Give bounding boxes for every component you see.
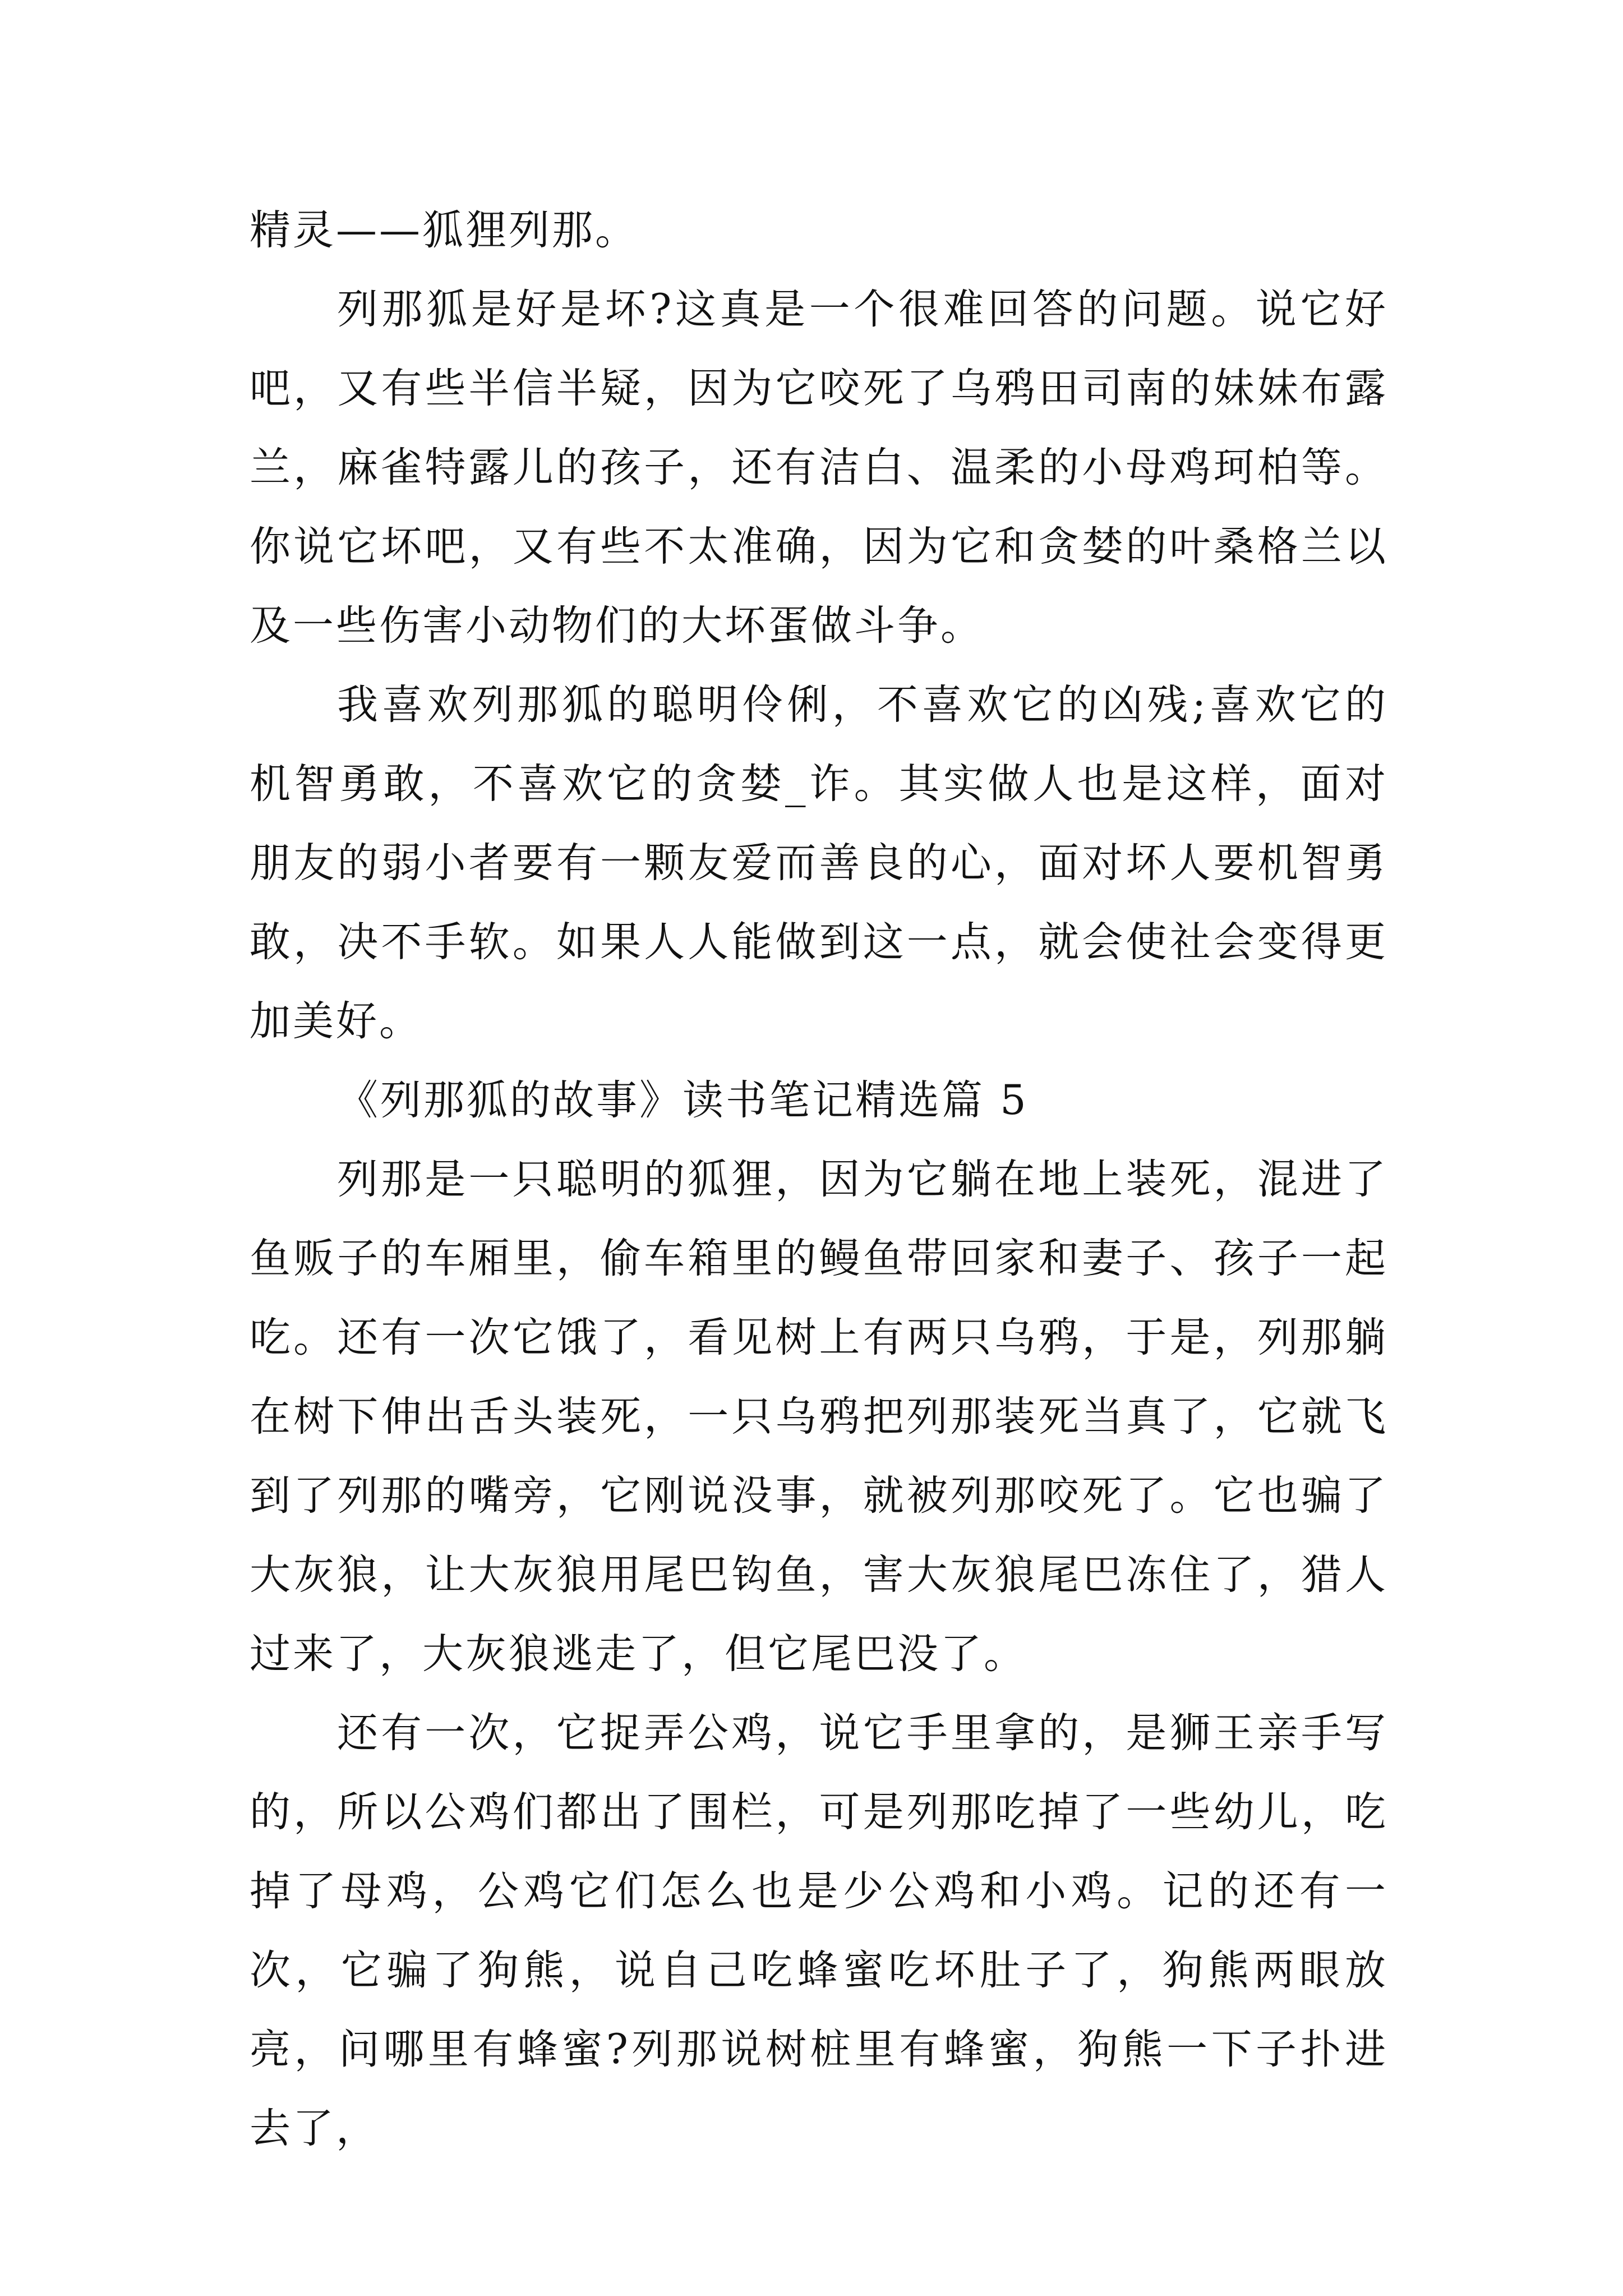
paragraph: 还有一次，它捉弄公鸡，说它手里拿的，是狮王亲手写的，所以公鸡们都出了围栏，可是列那吃掉了一些幼儿，吃掉了母鸡，公鸡它们怎么也是少公鸡和小鸡。记的还有一次，它骗了狗熊，说自己吃蜂蜜吃坏肚子了，狗熊两眼放亮，问哪里有蜂蜜?列那说树桩里有蜂蜜，狗熊一下子扑进去了， xyxy=(250,1709,1388,2152)
paragraph-continuation: 精灵——狐狸列那。 xyxy=(250,206,638,254)
paragraph: 列那狐是好是坏?这真是一个很难回答的问题。说它好吧，又有些半信半疑，因为它咬死了乌鸦田司南的妹妹布露兰，麻雀特露儿的孩子，还有洁白、温柔的小母鸡珂柏等。你说它坏吧，又有些不太准确，因为它和贪婪的叶桑格兰以及一些伤害小动物们的大坏蛋做斗争。 xyxy=(250,286,1388,650)
paragraph: 列那是一只聪明的狐狸，因为它躺在地上装死，混进了鱼贩子的车厢里，偷车箱里的鳗鱼带回家和妻子、孩子一起吃。还有一次它饿了，看见树上有两只乌鸦，于是，列那躺在树下伸出舌头装死，一只乌鸦把列那装死当真了，它就飞到了列那的嘴旁，它刚说没事，就被列那咬死了。它也骗了大灰狼，让大灰狼用尾巴钩鱼，害大灰狼尾巴冻住了，猎人过来了，大灰狼逃走了，但它尾巴没了。 xyxy=(250,1156,1388,1678)
body-text xyxy=(250,191,1388,2168)
section-heading: 《列那狐的故事》读书笔记精选篇 5 xyxy=(337,1076,1029,1124)
paragraph: 我喜欢列那狐的聪明伶俐，不喜欢它的凶残;喜欢它的机智勇敢，不喜欢它的贪婪_诈。其实做人也是这样，面对朋友的弱小者要有一颗友爱而善良的心，面对坏人要机智勇敢，决不手软。如果人人能做到这一点，就会使社会变得更加美好。 xyxy=(250,681,1388,1045)
